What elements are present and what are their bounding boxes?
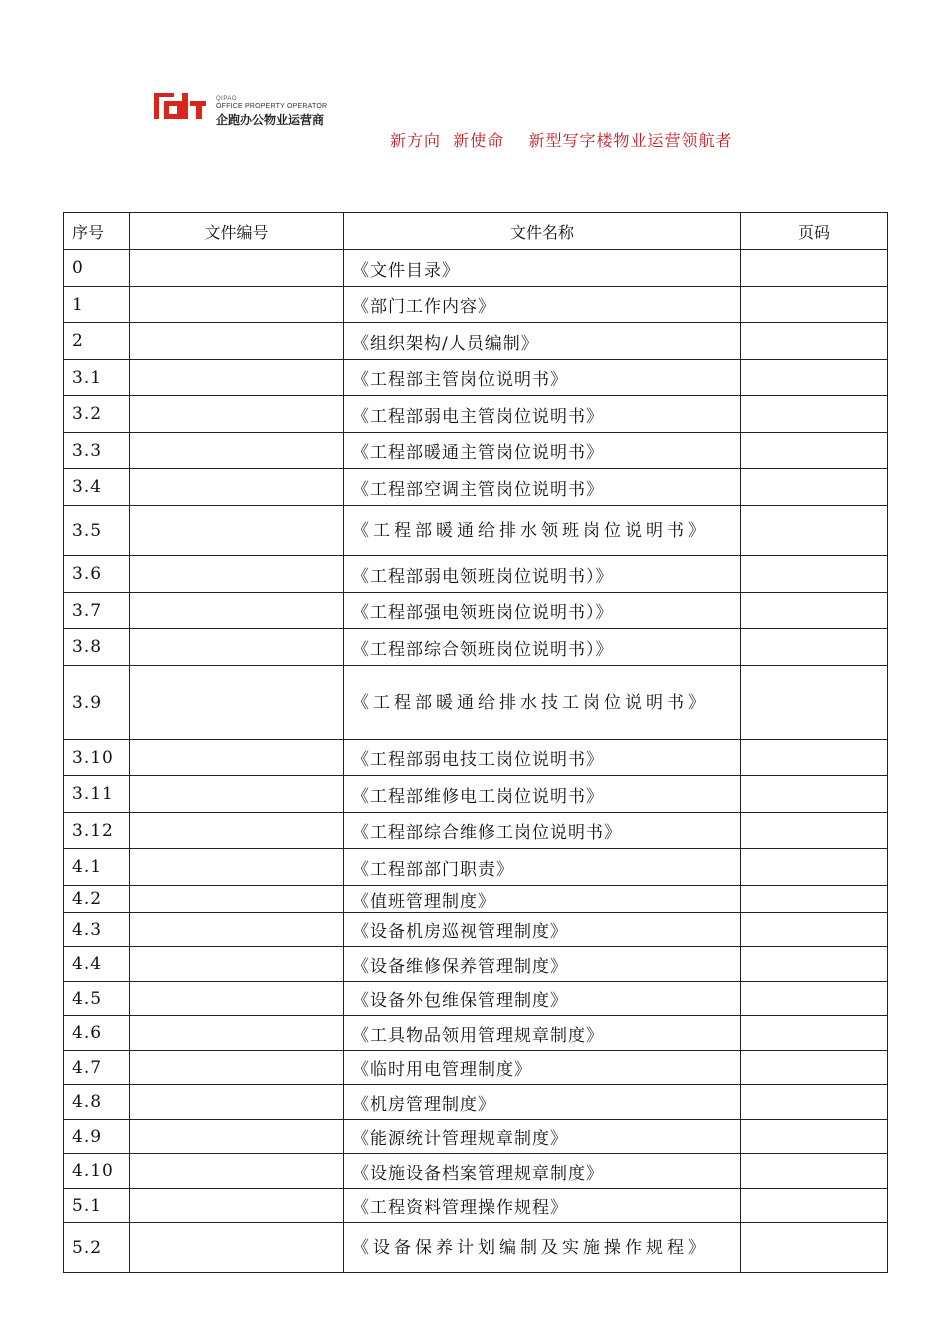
cell-page <box>741 1189 888 1223</box>
cell-file-name: 《设备保养计划编制及实施操作规程》 <box>344 1223 741 1273</box>
cell-page <box>741 1085 888 1120</box>
cell-file-code <box>130 740 344 776</box>
cell-file-code <box>130 629 344 666</box>
cell-page <box>741 250 888 287</box>
cell-seq: 3.10 <box>64 740 130 776</box>
cell-seq: 3.2 <box>64 396 130 433</box>
cell-seq: 4.2 <box>64 886 130 913</box>
table-row <box>64 396 888 433</box>
cell-seq: 3.12 <box>64 813 130 849</box>
cell-page <box>741 776 888 813</box>
table-row <box>64 323 888 360</box>
cell-file-code <box>130 1120 344 1154</box>
cell-file-code <box>130 1154 344 1189</box>
cell-seq: 3.9 <box>64 666 130 740</box>
cell-file-code <box>130 1223 344 1273</box>
cell-file-code <box>130 556 344 593</box>
cell-page <box>741 433 888 469</box>
cell-page <box>741 593 888 629</box>
cell-file-code <box>130 469 344 506</box>
table-row <box>64 1051 888 1085</box>
cell-file-name: 《工程部强电领班岗位说明书）》 <box>344 593 741 629</box>
table-row <box>64 250 888 287</box>
table-row <box>64 433 888 469</box>
cell-seq: 4.1 <box>64 849 130 886</box>
table-row <box>64 629 888 666</box>
cell-file-name: 《设备机房巡视管理制度》 <box>344 913 741 947</box>
table-row <box>64 1016 888 1051</box>
table-row <box>64 813 888 849</box>
cell-page <box>741 1016 888 1051</box>
table-row <box>64 287 888 323</box>
table-row <box>64 1085 888 1120</box>
cell-file-name: 《工程部弱电领班岗位说明书）》 <box>344 556 741 593</box>
cell-file-code <box>130 776 344 813</box>
table-row <box>64 1189 888 1223</box>
cell-file-name: 《能源统计管理规章制度》 <box>344 1120 741 1154</box>
cell-seq: 3.4 <box>64 469 130 506</box>
cell-seq: 1 <box>64 287 130 323</box>
cell-seq: 4.8 <box>64 1085 130 1120</box>
cell-seq: 3.1 <box>64 360 130 396</box>
cell-seq: 3.11 <box>64 776 130 813</box>
cell-file-code <box>130 1051 344 1085</box>
cell-seq: 3.6 <box>64 556 130 593</box>
cell-page <box>741 813 888 849</box>
table-row <box>64 849 888 886</box>
cell-file-name: 《工程部主管岗位说明书》 <box>344 360 741 396</box>
cell-file-code <box>130 913 344 947</box>
cell-seq: 4.4 <box>64 947 130 982</box>
cell-file-code <box>130 250 344 287</box>
table-row <box>64 947 888 982</box>
table-row <box>64 593 888 629</box>
cell-file-code <box>130 593 344 629</box>
cell-file-code <box>130 1016 344 1051</box>
cell-seq: 5.2 <box>64 1223 130 1273</box>
cell-page <box>741 913 888 947</box>
logo-chinese-name: 企跑办公物业运营商 <box>216 113 325 127</box>
header-file-name: 文件名称 <box>344 213 741 250</box>
cell-page <box>741 1051 888 1085</box>
table-row <box>64 506 888 556</box>
table-row <box>64 1120 888 1154</box>
header-file-code: 文件编号 <box>130 213 344 250</box>
cell-file-name: 《工程部暖通主管岗位说明书》 <box>344 433 741 469</box>
table-row <box>64 469 888 506</box>
cell-seq: 4.7 <box>64 1051 130 1085</box>
document-index-table <box>63 212 888 1273</box>
cell-page <box>741 396 888 433</box>
logo-english-line1: QIPAO <box>216 96 238 102</box>
table-header-row <box>64 213 888 250</box>
cell-file-code <box>130 360 344 396</box>
table-row <box>64 776 888 813</box>
cell-page <box>741 1120 888 1154</box>
cell-page <box>741 886 888 913</box>
cell-file-name: 《工程部空调主管岗位说明书》 <box>344 469 741 506</box>
cell-file-name: 《工程部综合领班岗位说明书）》 <box>344 629 741 666</box>
cell-file-name: 《工程部部门职责》 <box>344 849 741 886</box>
cell-page <box>741 287 888 323</box>
cell-seq: 3.8 <box>64 629 130 666</box>
cell-seq: 0 <box>64 250 130 287</box>
cell-file-name: 《设备维修保养管理制度》 <box>344 947 741 982</box>
cell-seq: 4.5 <box>64 982 130 1016</box>
cell-page <box>741 740 888 776</box>
table-row <box>64 740 888 776</box>
cell-file-name: 《值班管理制度》 <box>344 886 741 913</box>
cell-file-name: 《工程部综合维修工岗位说明书》 <box>344 813 741 849</box>
cell-file-name: 《工程资料管理操作规程》 <box>344 1189 741 1223</box>
cell-file-code <box>130 666 344 740</box>
cell-file-name: 《组织架构/人员编制》 <box>344 323 741 360</box>
table-row <box>64 913 888 947</box>
company-logo <box>152 89 367 125</box>
cell-seq: 4.9 <box>64 1120 130 1154</box>
cell-page <box>741 849 888 886</box>
cell-file-name: 《工程部弱电主管岗位说明书》 <box>344 396 741 433</box>
cell-seq: 3.7 <box>64 593 130 629</box>
cell-file-code <box>130 396 344 433</box>
cell-page <box>741 629 888 666</box>
header-page: 页码 <box>741 213 888 250</box>
cell-file-name: 《工程部暖通给排水领班岗位说明书》 <box>344 506 741 556</box>
cell-seq: 4.10 <box>64 1154 130 1189</box>
cell-page <box>741 360 888 396</box>
cell-page <box>741 1223 888 1273</box>
cell-file-code <box>130 287 344 323</box>
table-row <box>64 360 888 396</box>
cell-seq: 2 <box>64 323 130 360</box>
logo-english-line2: OFFICE PROPERTY OPERATOR <box>216 103 328 110</box>
cell-file-name: 《设备外包维保管理制度》 <box>344 982 741 1016</box>
slogan: 新方向 新使命 新型写字楼物业运营领航者 <box>390 131 733 150</box>
cell-page <box>741 982 888 1016</box>
cell-file-code <box>130 323 344 360</box>
cell-file-code <box>130 813 344 849</box>
table-row <box>64 1223 888 1273</box>
table-row <box>64 982 888 1016</box>
cell-page <box>741 469 888 506</box>
cell-file-name: 《工程部维修电工岗位说明书》 <box>344 776 741 813</box>
cell-seq: 3.3 <box>64 433 130 469</box>
cell-file-name: 《文件目录》 <box>344 250 741 287</box>
cell-file-name: 《部门工作内容》 <box>344 287 741 323</box>
cell-file-code <box>130 886 344 913</box>
cell-file-code <box>130 947 344 982</box>
table-row <box>64 886 888 913</box>
cell-file-name: 《工程部暖通给排水技工岗位说明书》 <box>344 666 741 740</box>
cell-file-code <box>130 433 344 469</box>
cell-file-name: 《工具物品领用管理规章制度》 <box>344 1016 741 1051</box>
table-row <box>64 666 888 740</box>
cell-page <box>741 323 888 360</box>
cell-file-name: 《机房管理制度》 <box>344 1085 741 1120</box>
cell-file-name: 《临时用电管理制度》 <box>344 1051 741 1085</box>
cell-file-code <box>130 982 344 1016</box>
cell-page <box>741 1154 888 1189</box>
cell-file-name: 《工程部弱电技工岗位说明书》 <box>344 740 741 776</box>
cell-file-code <box>130 849 344 886</box>
table-row <box>64 1154 888 1189</box>
cell-seq: 3.5 <box>64 506 130 556</box>
table-row <box>64 556 888 593</box>
cell-seq: 4.3 <box>64 913 130 947</box>
cell-file-name: 《设施设备档案管理规章制度》 <box>344 1154 741 1189</box>
cell-page <box>741 556 888 593</box>
cell-page <box>741 947 888 982</box>
logo-mark-icon <box>152 89 208 123</box>
cell-seq: 5.1 <box>64 1189 130 1223</box>
cell-page <box>741 506 888 556</box>
cell-file-code <box>130 1189 344 1223</box>
cell-page <box>741 666 888 740</box>
cell-file-code <box>130 1085 344 1120</box>
cell-seq: 4.6 <box>64 1016 130 1051</box>
header-seq: 序号 <box>64 213 130 250</box>
cell-file-code <box>130 506 344 556</box>
